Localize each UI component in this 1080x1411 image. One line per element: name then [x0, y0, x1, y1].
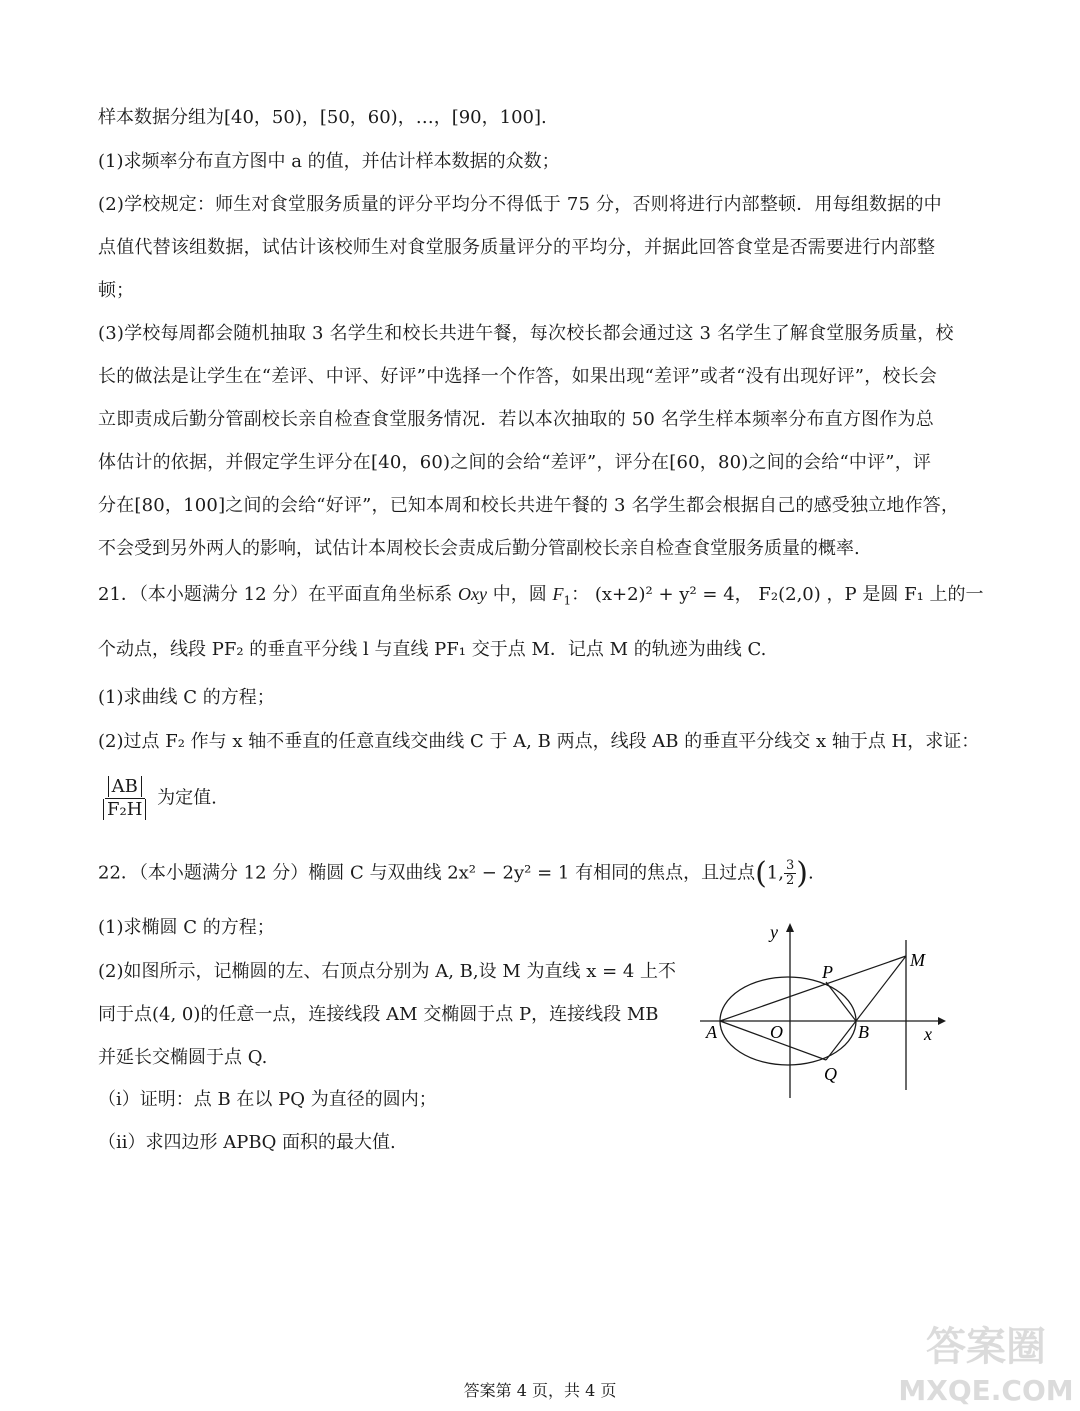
q21-oxy: Oxy	[458, 584, 487, 604]
q22-point-den: 2	[785, 873, 795, 888]
q20-line-1: 样本数据分组为[40，50)，[50，60)，…，[90，100].	[98, 107, 547, 128]
q21-part-2: (2)过点 F₂ 作与 x 轴不垂直的任意直线交曲线 C 于 A, B 两点，线段 AB 的垂直平分线交 x 轴于点 H，求证：	[98, 731, 980, 752]
q20-part-2-line-2: 点值代替该组数据，试估计该校师生对食堂服务质量评分的平均分，并据此回答食堂是否需要进行内部整	[98, 237, 936, 258]
q20-part-1: (1)求频率分布直方图中 a 的值，并估计样本数据的众数；	[98, 151, 560, 172]
q21-line-2: 个动点，线段 PF₂ 的垂直平分线 l 与直线 PF₁ 交于点 M．记点 M 的轨迹为曲线 C.	[98, 639, 767, 660]
x-axis-arrow-icon	[938, 1017, 946, 1025]
watermark-logo	[896, 1312, 1076, 1407]
label-o: O	[770, 1022, 783, 1042]
q21-fraction	[100, 776, 149, 821]
watermark-top: 答案圈	[926, 1324, 1046, 1370]
q21-circle-equation: (x+2)² + y² = 4	[594, 584, 735, 605]
q22-part-2-line-1: (2)如图所示，记椭圆的左、右顶点分别为 A, B,设 M 为直线 x = 4 上不	[98, 961, 677, 982]
label-p: P	[822, 962, 833, 982]
q21-fraction-line	[98, 776, 217, 821]
q22-sub-i: （i）证明：点 B 在以 PQ 为直径的圆内；	[98, 1089, 437, 1110]
q20-part-3-line-6: 不会受到另外两人的影响，试估计本周校长会责成后勤分管副校长亲自检查食堂服务质量的概率.	[98, 538, 860, 559]
page-footer: 答案第 4 页，共 4 页	[463, 1381, 617, 1400]
q20-part-2-line-1: (2)学校规定：师生对食堂服务质量的评分平均分不得低于 75 分，否则将进行内部整顿．用每组数据的中	[98, 194, 942, 215]
q22-point-fraction	[784, 859, 796, 888]
label-x: x	[924, 1024, 932, 1044]
q22-head-text: 22．（本小题满分 12 分）椭圆 C 与双曲线 2x² − 2y² = 1 有相同的焦点，且过点	[98, 862, 756, 884]
label-y: y	[770, 922, 778, 942]
label-q: Q	[824, 1064, 837, 1084]
label-a: A	[706, 1022, 717, 1042]
y-axis-arrow-icon	[786, 923, 794, 932]
q20-part-3-line-5: 分在[80，100]之间的会给“好评”，已知本周和校长共进午餐的 3 名学生都会根据自己的感受独立地作答，	[98, 495, 960, 516]
q21-frac-tail: 为定值.	[157, 787, 217, 809]
q21-tail-text: ，P 是圆 F₁ 上的一	[826, 584, 984, 605]
segment-pb	[826, 982, 856, 1021]
q22-point-num: 3	[785, 858, 795, 873]
ellipse-figure	[700, 920, 950, 1105]
q22-heading: 22．（本小题满分 12 分）椭圆 C 与双曲线 2x² − 2y² = 1 有相同的焦点，且过点(1, $\frac{3}{2}$ ).	[98, 856, 814, 891]
q22-point-x: 1,	[766, 862, 784, 884]
label-b: B	[858, 1022, 869, 1042]
q22-part-2-line-3: 并延长交椭圆于点 Q.	[98, 1047, 268, 1068]
q20-part-3-line-2: 长的做法是让学生在“差评、中评、好评”中选择一个作答，如果出现“差评”或者“没有出现好评”，校长会	[98, 366, 938, 387]
q22-part-1: (1)求椭圆 C 的方程；	[98, 917, 275, 938]
q22-part-2-line-2: 同于点(4, 0)的任意一点，连接线段 AM 交椭圆于点 P，连接线段 MB	[98, 1004, 659, 1025]
segment-mq	[826, 956, 906, 1060]
q21-heading: 21．（本小题满分 12 分）在平面直角坐标系 Oxy 中，圆 $F_1$： (x+2)² + y² = 4， F₂(2,0) ，P 是圆 F₁ 上的一	[98, 584, 984, 608]
q20-part-2-line-3: 顿；	[98, 280, 134, 301]
q21-frac-numerator: AB	[108, 776, 142, 797]
q21-part-1: (1)求曲线 C 的方程；	[98, 687, 275, 708]
watermark-bottom: MXQE.COM	[898, 1374, 1074, 1407]
q21-mid-text: 中，圆	[492, 584, 547, 605]
segment-am	[720, 956, 906, 1021]
q20-part-3-line-4: 体估计的依据，并假定学生评分在[40，60)之间的会给“差评”，评分在[60，80)之间的会给“中评”，评	[98, 452, 932, 473]
q22-sub-ii: （ii）求四边形 APBQ 面积的最大值.	[98, 1132, 396, 1153]
q21-f2-point: F₂(2,0)	[758, 584, 821, 605]
q20-part-3-line-1: (3)学校每周都会随机抽取 3 名学生和校长共进午餐，每次校长都会通过这 3 名学生了解食堂服务质量，校	[98, 323, 954, 344]
q20-part-3-line-3: 立即责成后勤分管副校长亲自检查食堂服务情况．若以本次抽取的 50 名学生样本频率分布直方图作为总	[98, 409, 934, 430]
q21-frac-denominator: F₂H	[103, 799, 146, 820]
q21-head-text: 21．（本小题满分 12 分）在平面直角坐标系	[98, 584, 453, 605]
label-m: M	[910, 950, 925, 970]
